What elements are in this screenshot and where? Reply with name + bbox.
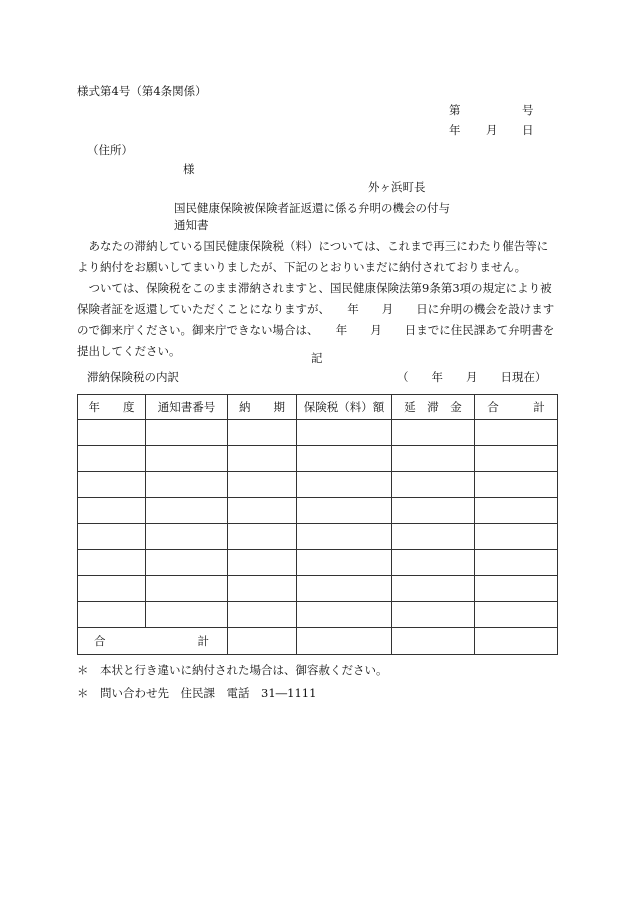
table-cell [146,420,228,446]
table-cell [228,576,297,602]
address-label: （住所） [87,143,133,157]
form-id: 様式第4号（第4条関係） [77,84,207,98]
table-cell [392,524,475,550]
table-cell [475,576,558,602]
table-cell [78,472,146,498]
table-cell [475,524,558,550]
table-cell [146,524,228,550]
table-cell [146,576,228,602]
table-cell [392,472,475,498]
table-cell [475,628,558,655]
table-row [78,498,558,524]
date-year: 年 [449,123,461,137]
table-cell [78,550,146,576]
table-cell [228,446,297,472]
table-cell [297,628,392,655]
table-cell [78,498,146,524]
table-cell [228,524,297,550]
table-cell [146,602,228,628]
table-row [78,420,558,446]
table-cell [297,576,392,602]
table-cell [78,576,146,602]
ki-heading: 記 [311,351,323,365]
table-cell [475,602,558,628]
table-cell [392,498,475,524]
as-of-date: （ 年 月 日現在） [397,370,547,384]
date-day: 日 [522,123,534,137]
table-cell [392,628,475,655]
header-notice-number: 通知書番号 [146,395,228,420]
body-paragraph-2: ついては、保険税をこのまま滞納されますと、国民健康保険法第9条第3項の規定により被保険者証を返還していただくことになりますが、 年 月 日に弁明の機会を設けますので御来庁ください。御来庁できない場合は、 年 月 日までに住民課あて弁明書を提出してください。 [77,281,555,358]
note-1: ＊ 本状と行き違いに納付された場合は、御容赦ください。 [77,663,388,677]
table-cell [228,602,297,628]
table-cell [228,628,297,655]
table-cell [228,472,297,498]
arrears-table [77,394,558,655]
table-cell [146,472,228,498]
table-cell [78,602,146,628]
table-row [78,446,558,472]
table-cell [392,446,475,472]
table-cell [297,420,392,446]
table-cell [228,420,297,446]
doc-number-prefix: 第 [449,103,461,117]
table-cell [78,446,146,472]
body-paragraph-1: あなたの滞納している国民健康保険税（料）については、これまで再三にわたり催告等により納付をお願いしてまいりましたが、下記のとおりいまだに納付されておりません。 [77,239,549,274]
notice-title-line1: 国民健康保険被保険者証返還に係る弁明の機会の付与 [174,201,450,215]
table-cell [297,602,392,628]
table-cell [297,524,392,550]
table-cell [228,498,297,524]
table-cell [146,550,228,576]
total-label-left: 合 [94,634,106,648]
table-cell [475,420,558,446]
table-cell [475,550,558,576]
table-cell [392,602,475,628]
table-cell [297,550,392,576]
header-fiscal-year: 年 度 [78,395,146,420]
header-due-period: 納 期 [228,395,297,420]
issuer: 外ヶ浜町長 [368,180,426,194]
header-total: 合 計 [475,395,558,420]
table-row [78,472,558,498]
notice-title-line2: 通知書 [174,218,209,232]
table-total-row [78,628,558,655]
table-cell [475,498,558,524]
note-2: ＊ 問い合わせ先 住民課 電話 31―1111 [77,686,317,700]
table-cell [297,472,392,498]
table-cell [475,446,558,472]
recipient-suffix: 様 [183,162,195,176]
table-row [78,602,558,628]
table-cell [297,446,392,472]
header-late-fee: 延 滞 金 [392,395,475,420]
table-cell [475,472,558,498]
doc-number-suffix: 号 [522,103,534,117]
total-label-right: 計 [197,634,209,648]
table-cell [78,524,146,550]
section-label: 滞納保険税の内訳 [87,370,179,384]
table-row [78,576,558,602]
header-tax-amount: 保険税（料）額 [297,395,392,420]
table-cell [297,498,392,524]
table-cell [392,576,475,602]
table-cell [392,420,475,446]
date-month: 月 [486,123,498,137]
table-cell [146,498,228,524]
table-cell [78,420,146,446]
table-cell [228,550,297,576]
table-header-row [78,395,558,420]
table-row [78,550,558,576]
table-row [78,524,558,550]
table-cell [146,446,228,472]
table-cell [392,550,475,576]
total-label-cell [78,628,228,655]
